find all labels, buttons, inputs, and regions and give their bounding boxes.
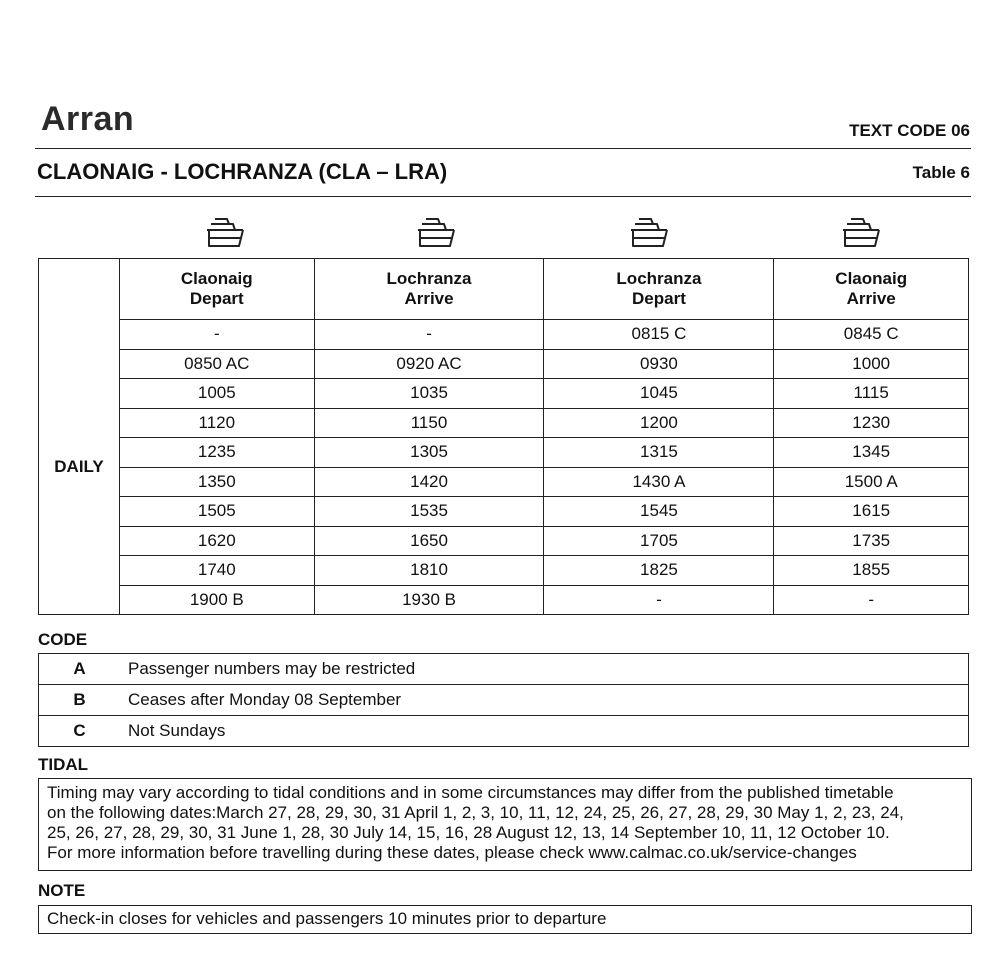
- time-cell-lochranza-depart: 1825: [544, 556, 774, 586]
- time-cell-lochranza-arrive: 1535: [314, 497, 544, 527]
- table-row: [39, 585, 969, 615]
- time-cell-claonaig-arrive: 0845 C: [774, 320, 969, 350]
- time-cell-claonaig-depart: -: [120, 320, 315, 350]
- divider: [35, 148, 971, 149]
- divider: [35, 196, 971, 197]
- time-cell-lochranza-depart: -: [544, 585, 774, 615]
- time-cell-claonaig-depart: 1350: [120, 467, 315, 497]
- ferry-icon: [203, 213, 247, 253]
- header-spacer: [39, 259, 120, 320]
- ferry-icon: [839, 213, 883, 253]
- time-cell-lochranza-depart: 1045: [544, 379, 774, 409]
- time-cell-lochranza-arrive: 1810: [314, 556, 544, 586]
- tidal-line: 25, 26, 27, 28, 29, 30, 31 June 1, 28, 30 July 14, 15, 16, 28 August 12, 13, 14 September 10, 11, 12 October 10.: [47, 823, 890, 842]
- time-cell-claonaig-depart: 1005: [120, 379, 315, 409]
- time-cell-claonaig-arrive: -: [774, 585, 969, 615]
- code-row: [39, 654, 969, 685]
- time-cell-lochranza-depart: 1430 A: [544, 467, 774, 497]
- code-key: B: [39, 685, 121, 716]
- time-cell-lochranza-arrive: 1420: [314, 467, 544, 497]
- column-header-lochranza-depart: Lochranza Depart: [544, 259, 774, 320]
- time-cell-claonaig-arrive: 1345: [774, 438, 969, 468]
- ferry-icon: [414, 213, 458, 253]
- time-cell-lochranza-depart: 0815 C: [544, 320, 774, 350]
- day-label: DAILY: [39, 320, 120, 615]
- time-cell-claonaig-depart: 1235: [120, 438, 315, 468]
- code-description: Not Sundays: [120, 716, 969, 747]
- time-cell-lochranza-arrive: 1305: [314, 438, 544, 468]
- code-description: Passenger numbers may be restricted: [120, 654, 969, 685]
- time-cell-claonaig-depart: 1505: [120, 497, 315, 527]
- time-cell-lochranza-arrive: 0920 AC: [314, 349, 544, 379]
- time-cell-claonaig-arrive: 1735: [774, 526, 969, 556]
- time-cell-claonaig-arrive: 1115: [774, 379, 969, 409]
- code-row: [39, 716, 969, 747]
- time-cell-claonaig-depart: 1120: [120, 408, 315, 438]
- table-number: Table 6: [912, 163, 970, 182]
- brand-logo: Arran: [41, 100, 135, 138]
- time-cell-claonaig-arrive: 1615: [774, 497, 969, 527]
- time-cell-claonaig-depart: 0850 AC: [120, 349, 315, 379]
- time-cell-claonaig-depart: 1900 B: [120, 585, 315, 615]
- column-header-claonaig-arrive: Claonaig Arrive: [774, 259, 969, 320]
- table-row: [39, 556, 969, 586]
- time-cell-claonaig-arrive: 1000: [774, 349, 969, 379]
- note-text: Check-in closes for vehicles and passengers 10 minutes prior to departure: [47, 909, 607, 928]
- tidal-box: [38, 778, 972, 871]
- table-row: [39, 438, 969, 468]
- code-table: [38, 653, 969, 747]
- note-box: [38, 905, 972, 934]
- time-cell-claonaig-arrive: 1500 A: [774, 467, 969, 497]
- note-heading: NOTE: [38, 881, 86, 900]
- code-heading: CODE: [38, 630, 88, 649]
- table-row: [39, 497, 969, 527]
- code-description: Ceases after Monday 08 September: [120, 685, 969, 716]
- route-title: CLAONAIG - LOCHRANZA (CLA – LRA): [37, 159, 448, 184]
- table-row: [39, 349, 969, 379]
- timetable-header-row: [39, 259, 969, 320]
- table-row: [39, 379, 969, 409]
- code-row: [39, 685, 969, 716]
- time-cell-lochranza-arrive: -: [314, 320, 544, 350]
- tidal-line: on the following dates:March 27, 28, 29, 30, 31 April 1, 2, 3, 10, 11, 12, 24, 25, 26, 27, 28, 29, 30 May 1, 2, 23, 24,: [47, 803, 904, 822]
- column-header-lochranza-arrive: Lochranza Arrive: [314, 259, 544, 320]
- time-cell-claonaig-arrive: 1230: [774, 408, 969, 438]
- time-cell-lochranza-arrive: 1930 B: [314, 585, 544, 615]
- time-cell-claonaig-depart: 1620: [120, 526, 315, 556]
- time-cell-lochranza-depart: 1315: [544, 438, 774, 468]
- table-row: [39, 408, 969, 438]
- time-cell-claonaig-arrive: 1855: [774, 556, 969, 586]
- time-cell-lochranza-depart: 1545: [544, 497, 774, 527]
- table-row: [39, 320, 969, 350]
- time-cell-claonaig-depart: 1740: [120, 556, 315, 586]
- code-key: C: [39, 716, 121, 747]
- time-cell-lochranza-arrive: 1035: [314, 379, 544, 409]
- ferry-icon: [627, 213, 671, 253]
- tidal-line: Timing may vary according to tidal conditions and in some circumstances may differ from the published timetable: [47, 783, 894, 802]
- text-code: TEXT CODE 06: [849, 121, 970, 140]
- time-cell-lochranza-depart: 1200: [544, 408, 774, 438]
- time-cell-lochranza-arrive: 1650: [314, 526, 544, 556]
- time-cell-lochranza-arrive: 1150: [314, 408, 544, 438]
- code-key: A: [39, 654, 121, 685]
- tidal-heading: TIDAL: [38, 755, 89, 774]
- time-cell-lochranza-depart: 0930: [544, 349, 774, 379]
- tidal-line: For more information before travelling during these dates, please check www.calmac.co.uk/service-changes: [47, 843, 857, 862]
- table-row: [39, 467, 969, 497]
- column-header-claonaig-depart: Claonaig Depart: [120, 259, 315, 320]
- time-cell-lochranza-depart: 1705: [544, 526, 774, 556]
- table-row: [39, 526, 969, 556]
- timetable: [38, 258, 969, 615]
